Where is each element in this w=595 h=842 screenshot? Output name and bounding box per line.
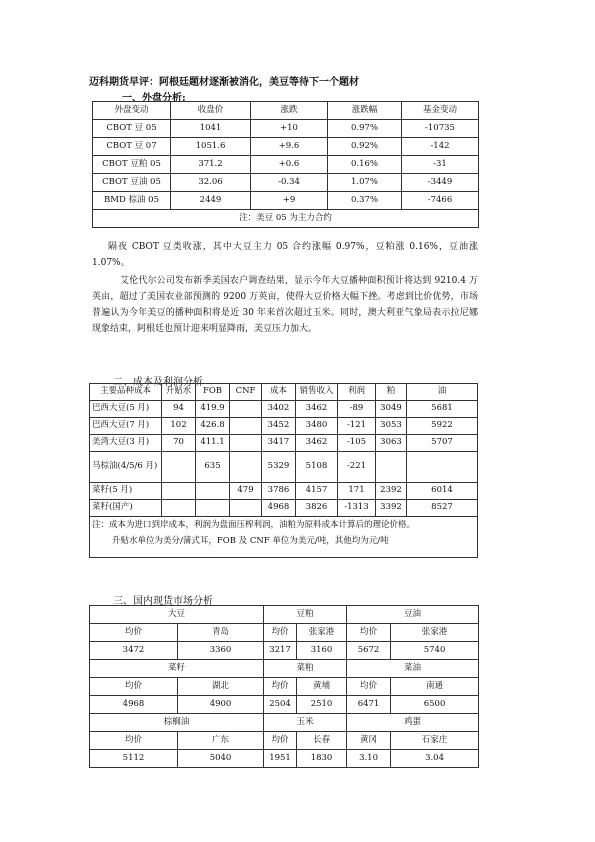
location-label: 张家港 — [391, 624, 479, 642]
table-cell: 411.1 — [196, 435, 230, 452]
table-cell: 3826 — [296, 500, 338, 517]
table-cell: 1.07% — [328, 174, 402, 192]
table-cell: 70 — [162, 435, 196, 452]
price-value: 3.10 — [347, 750, 391, 768]
table-header-row — [90, 384, 478, 401]
table-cell: 3049 — [376, 401, 407, 418]
commodity-name: 大豆 — [90, 606, 264, 624]
table-cell: 2392 — [376, 483, 407, 500]
location-label: 南通 — [391, 678, 479, 696]
table-cell: 371.2 — [171, 156, 251, 174]
location-label-row — [90, 678, 479, 696]
table-cell — [407, 452, 478, 483]
table-cell: 635 — [196, 452, 230, 483]
table-cell: 3417 — [262, 435, 296, 452]
column-header: 粕 — [376, 384, 407, 401]
table-cell — [196, 500, 230, 517]
table-cell: 巴西大豆(5 月) — [90, 401, 162, 418]
table-cell: 3053 — [376, 418, 407, 435]
commodity-name: 鸡蛋 — [347, 714, 479, 732]
price-value: 1830 — [297, 750, 347, 768]
note-line: 注：成本为进口到岸成本，利润为盘面压榨利润，油粕为原料成本计算后的理论价格。 — [92, 520, 416, 530]
table-cell: CBOT 豆 07 — [93, 138, 171, 156]
location-label: 均价 — [90, 624, 178, 642]
table-cell: -142 — [402, 138, 479, 156]
document-title: 迈科期货早评：阿根廷题材逐渐被消化，美豆等待下一个题材 — [89, 77, 359, 88]
table-cell: 419.9 — [196, 401, 230, 418]
commodity-name-row — [90, 606, 479, 624]
location-label: 均价 — [347, 624, 391, 642]
price-value: 2504 — [264, 696, 297, 714]
table-cell: +9 — [251, 192, 328, 210]
table-cell: -3449 — [402, 174, 479, 192]
table-row — [90, 500, 478, 517]
price-value: 3.04 — [391, 750, 479, 768]
location-label: 均价 — [347, 678, 391, 696]
price-value: 2510 — [297, 696, 347, 714]
location-label-row — [90, 732, 479, 750]
price-value: 5740 — [391, 642, 479, 660]
column-header: 利润 — [338, 384, 376, 401]
table-cell: 0.37% — [328, 192, 402, 210]
price-value: 1951 — [264, 750, 297, 768]
table-cell: -89 — [338, 401, 376, 418]
table-cell: -121 — [338, 418, 376, 435]
table-cell — [162, 452, 196, 483]
table-cell: -10735 — [402, 120, 479, 138]
table-cell: 3452 — [262, 418, 296, 435]
table-cell: 4157 — [296, 483, 338, 500]
table-cell: -105 — [338, 435, 376, 452]
table-cell — [230, 500, 262, 517]
table-cell: 6014 — [407, 483, 478, 500]
commodity-name-row — [90, 660, 479, 678]
table-cell: -7466 — [402, 192, 479, 210]
table-cell: 32.06 — [171, 174, 251, 192]
table-cell: 8527 — [407, 500, 478, 517]
table-cell — [230, 435, 262, 452]
commodity-name-row — [90, 714, 479, 732]
location-label: 均价 — [264, 624, 297, 642]
table-cell: +0.6 — [251, 156, 328, 174]
table-cell — [230, 401, 262, 418]
spot-market-table — [89, 605, 479, 768]
column-header: 涨跌 — [251, 102, 328, 120]
table-row — [90, 435, 478, 452]
table-row — [90, 401, 478, 418]
table-cell: CBOT 豆油 05 — [93, 174, 171, 192]
price-value: 3360 — [178, 642, 264, 660]
table-row — [90, 483, 478, 500]
price-value: 3160 — [297, 642, 347, 660]
table-cell: 3462 — [296, 435, 338, 452]
table-cell — [162, 500, 196, 517]
price-value: 6471 — [347, 696, 391, 714]
table-cell: 5922 — [407, 418, 478, 435]
note-line: 升贴水单位为美分/蒲式耳，FOB 及 CNF 单位为美元/吨，其他均为元/吨 — [112, 536, 389, 546]
column-header: 基金变动 — [402, 102, 479, 120]
table-cell: 菜籽(5 月) — [90, 483, 162, 500]
price-row — [90, 750, 479, 768]
commodity-name: 棕榈油 — [90, 714, 264, 732]
commodity-name: 玉米 — [264, 714, 347, 732]
market-news-paragraph: 艾伦代尔公司发布新季美国农户调查结果，显示今年大豆播种面积预计将达到 9210.4 万英亩，超过了美国农业部预测的 9200 万英亩，使得大豆价格大幅下挫。考虑到比价优势，市场普遍认为今年美豆的播种面积将是近 30 年来首次超过玉米。同时，澳大利亚气象局表示拉尼娜现象结束，阿根廷也预计迎来明显降雨，美豆压力加大。 — [92, 276, 478, 334]
price-value: 6500 — [391, 696, 479, 714]
table-cell: 3402 — [262, 401, 296, 418]
table-cell: +10 — [251, 120, 328, 138]
column-header: 外盘变动 — [93, 102, 171, 120]
table-cell: CBOT 豆 05 — [93, 120, 171, 138]
table-cell: 4968 — [262, 500, 296, 517]
price-value: 4968 — [90, 696, 178, 714]
location-label-row — [90, 624, 479, 642]
column-header: 主要品种成本 — [90, 384, 162, 401]
table-cell: 0.16% — [328, 156, 402, 174]
commodity-name: 菜籽 — [90, 660, 264, 678]
section1-heading: 一、外盘分析: — [122, 93, 186, 104]
table-cell — [162, 483, 196, 500]
table-row — [93, 138, 479, 156]
table-cell: 3462 — [296, 401, 338, 418]
location-label: 均价 — [90, 732, 178, 750]
table-row — [90, 418, 478, 435]
table-cell — [230, 452, 262, 483]
table-cell: 171 — [338, 483, 376, 500]
table-header-row — [93, 102, 479, 120]
table-cell — [196, 483, 230, 500]
location-label: 湖北 — [178, 678, 264, 696]
commodity-name: 豆粕 — [264, 606, 347, 624]
cost-profit-table — [89, 383, 478, 558]
table-cell: 菜籽(国产) — [90, 500, 162, 517]
section3-heading: 三、国内现货市场分析 — [113, 596, 213, 607]
price-row — [90, 696, 479, 714]
location-label: 广东 — [178, 732, 264, 750]
foreign-market-table — [92, 101, 479, 228]
commodity-name: 菜油 — [347, 660, 479, 678]
table-cell: 5329 — [262, 452, 296, 483]
column-header: FOB — [196, 384, 230, 401]
location-label: 张家港 — [297, 624, 347, 642]
table-cell: 0.97% — [328, 120, 402, 138]
market-summary-paragraph: 隔夜 CBOT 豆类收涨，其中大豆主力 05 合约涨幅 0.97%，豆粕涨 0.16%，豆油涨 1.07%。 — [92, 242, 478, 268]
section2-heading: 二、成本及利润分析 — [113, 377, 203, 388]
table-cell: 5681 — [407, 401, 478, 418]
table-cell: 5707 — [407, 435, 478, 452]
location-label: 黄埔 — [297, 678, 347, 696]
location-label: 均价 — [90, 678, 178, 696]
table-row — [93, 174, 479, 192]
price-value: 5040 — [178, 750, 264, 768]
table-cell: 479 — [230, 483, 262, 500]
price-value: 5672 — [347, 642, 391, 660]
column-header: 油 — [407, 384, 478, 401]
location-label: 石家庄 — [391, 732, 479, 750]
price-value: 3472 — [90, 642, 178, 660]
table-cell: BMD 棕油 05 — [93, 192, 171, 210]
table-cell — [376, 452, 407, 483]
location-label: 青岛 — [178, 624, 264, 642]
table-cell: 3786 — [262, 483, 296, 500]
price-value: 3217 — [264, 642, 297, 660]
table-row — [93, 192, 479, 210]
price-value: 5112 — [90, 750, 178, 768]
table-note-row — [90, 517, 478, 558]
column-header: 成本 — [262, 384, 296, 401]
price-value: 4900 — [178, 696, 264, 714]
table-cell: 0.92% — [328, 138, 402, 156]
table-cell: -31 — [402, 156, 479, 174]
table-cell: 3392 — [376, 500, 407, 517]
table-cell: 3480 — [296, 418, 338, 435]
table-note: 注：美豆 05 为主力合约 — [93, 210, 479, 228]
table-cell: 1051.6 — [171, 138, 251, 156]
table-row — [93, 120, 479, 138]
table-note-row — [93, 210, 479, 228]
commodity-name: 豆油 — [347, 606, 479, 624]
column-header: CNF — [230, 384, 262, 401]
table-cell: CBOT 豆粕 05 — [93, 156, 171, 174]
table-cell: -221 — [338, 452, 376, 483]
column-header: 升贴水 — [162, 384, 196, 401]
table-cell: 426.8 — [196, 418, 230, 435]
table-cell — [230, 418, 262, 435]
table-cell: 5108 — [296, 452, 338, 483]
table-cell: 2449 — [171, 192, 251, 210]
location-label: 黄冈 — [347, 732, 391, 750]
table-cell: -1313 — [338, 500, 376, 517]
table-cell: +9.6 — [251, 138, 328, 156]
table-cell: -0.34 — [251, 174, 328, 192]
location-label: 长春 — [297, 732, 347, 750]
commodity-name: 菜粕 — [264, 660, 347, 678]
column-header: 销售收入 — [296, 384, 338, 401]
table-cell: 美湾大豆(3 月) — [90, 435, 162, 452]
location-label: 均价 — [264, 732, 297, 750]
table-cell: 1041 — [171, 120, 251, 138]
table-row — [93, 156, 479, 174]
table-cell: 3063 — [376, 435, 407, 452]
table-note — [90, 517, 478, 558]
column-header: 涨跌幅 — [328, 102, 402, 120]
table-cell: 马棕油(4/5/6 月) — [90, 452, 162, 483]
location-label: 均价 — [264, 678, 297, 696]
column-header: 收盘价 — [171, 102, 251, 120]
table-row — [90, 452, 478, 483]
price-row — [90, 642, 479, 660]
table-cell: 102 — [162, 418, 196, 435]
table-cell: 94 — [162, 401, 196, 418]
table-cell: 巴西大豆(7 月) — [90, 418, 162, 435]
